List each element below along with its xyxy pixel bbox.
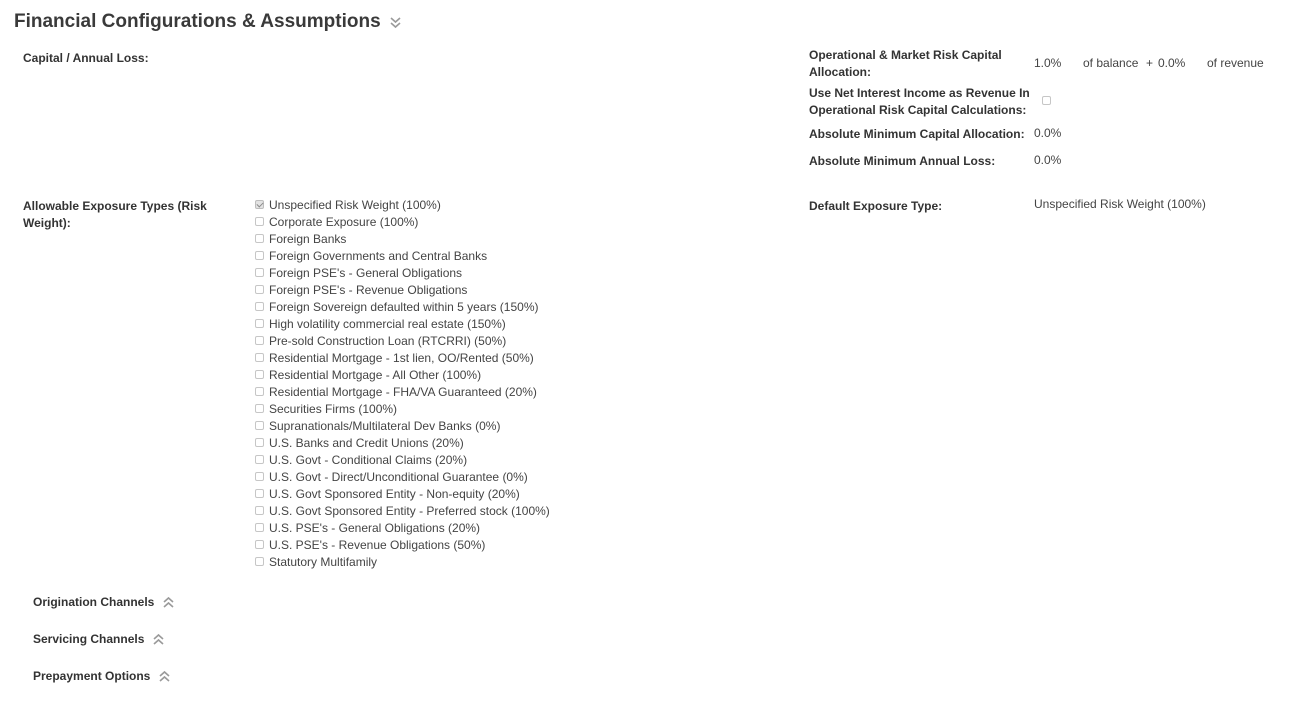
exposure-option-label: Unspecified Risk Weight (100%) xyxy=(269,197,441,212)
servicing-channels-header[interactable] xyxy=(33,632,165,646)
chevron-double-up-icon[interactable] xyxy=(162,596,175,609)
op-market-revenue-suffix: of revenue xyxy=(1207,56,1264,70)
exposure-option[interactable] xyxy=(255,383,575,400)
exposure-option[interactable] xyxy=(255,400,575,417)
exposure-option[interactable] xyxy=(255,502,575,519)
exposure-option[interactable] xyxy=(255,485,575,502)
exposure-option[interactable] xyxy=(255,247,575,264)
nii-revenue-label: Use Net Interest Income as Revenue In Operational Risk Capital Calculations: xyxy=(809,86,1030,117)
exposure-option[interactable] xyxy=(255,349,575,366)
exposure-checkbox[interactable] xyxy=(255,234,264,243)
exposure-option-label: Foreign PSE's - General Obligations xyxy=(269,265,463,280)
op-market-revenue-input[interactable]: 0.0% xyxy=(1158,56,1186,70)
exposure-option[interactable] xyxy=(255,213,575,230)
prepayment-options-header[interactable] xyxy=(33,669,171,683)
exposure-checkbox[interactable] xyxy=(255,217,264,226)
exposure-checkbox[interactable] xyxy=(255,336,264,345)
exposure-checkbox[interactable] xyxy=(255,285,264,294)
exposure-option[interactable] xyxy=(255,298,575,315)
exposure-types-label: Allowable Exposure Types (Risk Weight): xyxy=(23,199,207,230)
exposure-checkbox[interactable] xyxy=(255,387,264,396)
exposure-checkbox[interactable] xyxy=(255,489,264,498)
chevron-double-up-icon[interactable] xyxy=(158,670,171,683)
servicing-channels-label: Servicing Channels xyxy=(33,632,145,646)
exposure-option[interactable] xyxy=(255,366,575,383)
plus-sign: + xyxy=(1146,56,1154,70)
exposure-checkbox[interactable] xyxy=(255,523,264,532)
exposure-option-label: U.S. Govt Sponsored Entity - Preferred stock (100%) xyxy=(269,503,550,518)
capital-annual-loss-label: Capital / Annual Loss: xyxy=(23,51,149,65)
exposure-option[interactable] xyxy=(255,230,575,247)
exposure-checkbox[interactable] xyxy=(255,557,264,566)
exposure-option-label: U.S. Govt - Direct/Unconditional Guarantee (0%) xyxy=(269,469,528,484)
exposure-option-label: Residential Mortgage - 1st lien, OO/Rented (50%) xyxy=(269,350,534,365)
section-title: Financial Configurations & Assumptions xyxy=(14,11,381,32)
default-exposure-label: Default Exposure Type: xyxy=(809,199,943,213)
section-header xyxy=(14,11,402,33)
exposure-checkbox[interactable] xyxy=(255,319,264,328)
exposure-option-label: Supranationals/Multilateral Dev Banks (0%) xyxy=(269,418,501,433)
min-loss-label: Absolute Minimum Annual Loss: xyxy=(809,154,996,168)
origination-channels-header[interactable] xyxy=(33,595,175,609)
exposure-types-list xyxy=(255,196,575,570)
exposure-checkbox[interactable] xyxy=(255,506,264,515)
op-market-risk-label: Operational & Market Risk Capital Allocation: xyxy=(809,48,1002,79)
op-market-balance-suffix: of balance xyxy=(1083,56,1139,70)
exposure-option-label: U.S. Banks and Credit Unions (20%) xyxy=(269,435,464,450)
exposure-option-label: High volatility commercial real estate (150%) xyxy=(269,316,506,331)
chevron-double-up-icon[interactable] xyxy=(152,633,165,646)
exposure-option-label: U.S. Govt - Conditional Claims (20%) xyxy=(269,452,468,467)
exposure-checkbox[interactable] xyxy=(255,251,264,260)
exposure-option[interactable] xyxy=(255,434,575,451)
exposure-option[interactable] xyxy=(255,468,575,485)
exposure-option[interactable] xyxy=(255,264,575,281)
op-market-balance-input[interactable]: 1.0% xyxy=(1034,56,1062,70)
min-loss-input[interactable]: 0.0% xyxy=(1034,153,1062,167)
exposure-option-label: Securities Firms (100%) xyxy=(269,401,398,416)
prepayment-options-label: Prepayment Options xyxy=(33,669,151,683)
exposure-option-label: U.S. PSE's - General Obligations (20%) xyxy=(269,520,481,535)
exposure-option-label: Residential Mortgage - FHA/VA Guaranteed (20%) xyxy=(269,384,537,399)
exposure-checkbox[interactable] xyxy=(255,353,264,362)
exposure-option-label: U.S. PSE's - Revenue Obligations (50%) xyxy=(269,537,486,552)
exposure-option-label: Statutory Multifamily xyxy=(269,554,378,569)
exposure-option-label: Foreign Governments and Central Banks xyxy=(269,248,488,263)
exposure-option[interactable] xyxy=(255,451,575,468)
exposure-checkbox[interactable] xyxy=(255,370,264,379)
exposure-option[interactable] xyxy=(255,417,575,434)
exposure-option[interactable] xyxy=(255,196,575,213)
exposure-option-label: Corporate Exposure (100%) xyxy=(269,214,419,229)
nii-revenue-checkbox[interactable] xyxy=(1042,96,1051,105)
exposure-option-label: Foreign Banks xyxy=(269,231,347,246)
exposure-checkbox[interactable] xyxy=(255,455,264,464)
exposure-option[interactable] xyxy=(255,315,575,332)
exposure-checkbox[interactable] xyxy=(255,540,264,549)
exposure-option[interactable] xyxy=(255,281,575,298)
min-capital-label: Absolute Minimum Capital Allocation: xyxy=(809,127,1025,141)
exposure-option-label: Foreign Sovereign defaulted within 5 years (150%) xyxy=(269,299,539,314)
exposure-option-label: U.S. Govt Sponsored Entity - Non-equity (20%) xyxy=(269,486,520,501)
chevron-double-down-icon[interactable] xyxy=(389,16,402,29)
exposure-option[interactable] xyxy=(255,536,575,553)
exposure-option-label: Residential Mortgage - All Other (100%) xyxy=(269,367,482,382)
default-exposure-select[interactable]: Unspecified Risk Weight (100%) xyxy=(1034,197,1206,211)
exposure-option-label: Pre-sold Construction Loan (RTCRRI) (50%) xyxy=(269,333,507,348)
exposure-checkbox[interactable] xyxy=(255,438,264,447)
exposure-checkbox[interactable] xyxy=(255,421,264,430)
exposure-option[interactable] xyxy=(255,519,575,536)
exposure-checkbox[interactable] xyxy=(255,268,264,277)
exposure-checkbox[interactable] xyxy=(255,472,264,481)
exposure-checkbox[interactable] xyxy=(255,200,264,209)
exposure-option[interactable] xyxy=(255,553,575,570)
origination-channels-label: Origination Channels xyxy=(33,595,155,609)
exposure-checkbox[interactable] xyxy=(255,404,264,413)
exposure-option[interactable] xyxy=(255,332,575,349)
exposure-option-label: Foreign PSE's - Revenue Obligations xyxy=(269,282,468,297)
min-capital-input[interactable]: 0.0% xyxy=(1034,126,1062,140)
exposure-checkbox[interactable] xyxy=(255,302,264,311)
